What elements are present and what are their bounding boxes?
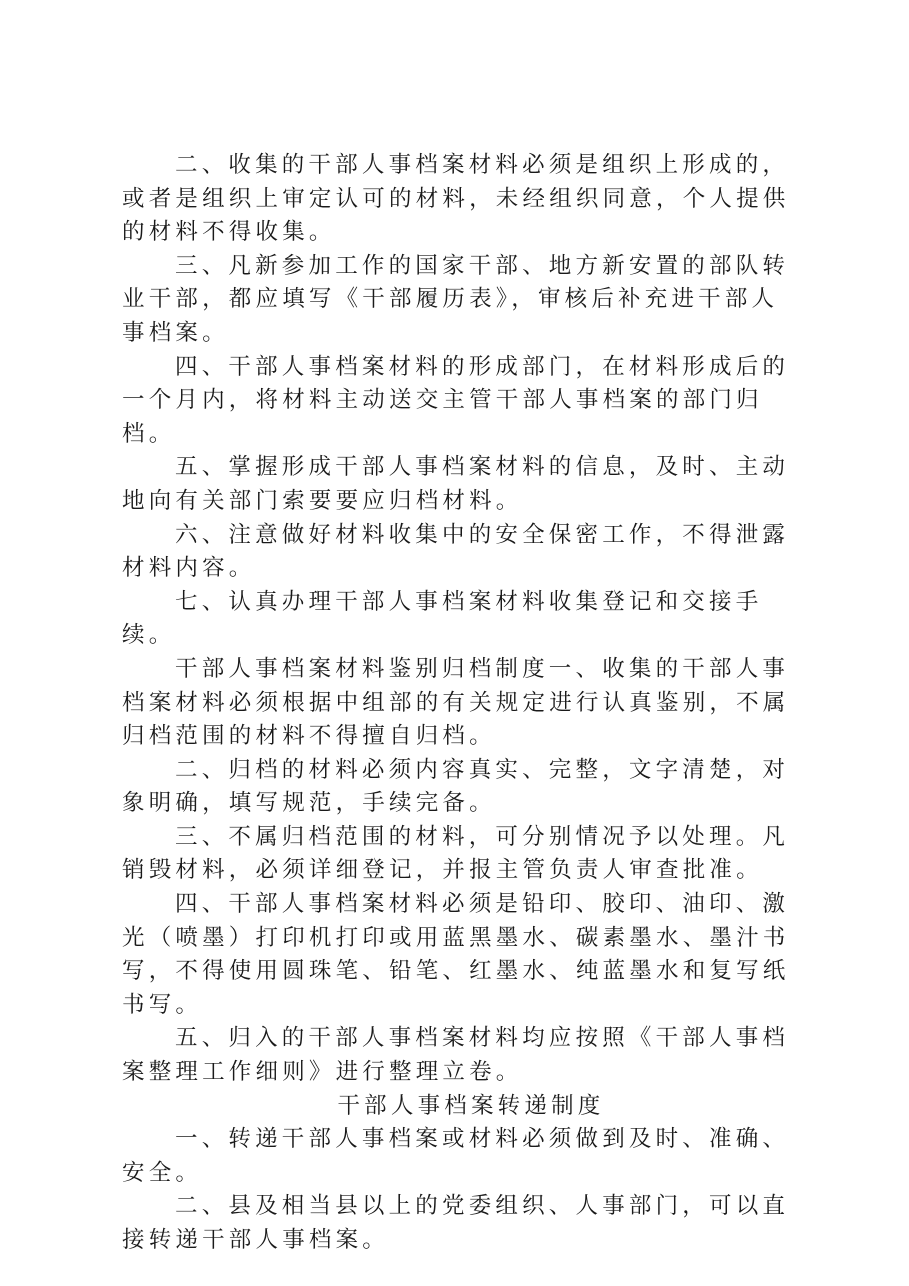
paragraph-collection-rule-2: 二、收集的干部人事档案材料必须是组织上形成的，或者是组织上审定认可的材料，未经组织同意，个人提供的材料不得收集。	[122, 152, 790, 246]
paragraph-appraisal-rule-5: 五、归入的干部人事档案材料均应按照《干部人事档案整理工作细则》进行整理立卷。	[122, 1025, 790, 1086]
document-body	[122, 149, 792, 1258]
paragraph-appraisal-rule-3: 三、不属归档范围的材料，可分别情况予以处理。凡销毁材料，必须详细登记，并报主管负责人审查批准。	[122, 823, 790, 884]
paragraph-collection-rule-6: 六、注意做好材料收集中的安全保密工作，不得泄露材料内容。	[122, 521, 790, 582]
paragraph-collection-rule-4: 四、干部人事档案材料的形成部门，在材料形成后的一个月内，将材料主动送交主管干部人事档案的部门归档。	[122, 353, 790, 447]
paragraph-transfer-rule-2: 二、县及相当县以上的党委组织、人事部门，可以直接转递干部人事档案。	[122, 1193, 790, 1253]
paragraph-appraisal-rule-4: 四、干部人事档案材料必须是铅印、胶印、油印、激光（喷墨）打印机打印或用蓝黑墨水、碳素墨水、墨汁书写，不得使用圆珠笔、铅笔、红墨水、纯蓝墨水和复写纸书写。	[122, 891, 790, 1018]
paragraph-appraisal-rule-2: 二、归档的材料必须内容真实、完整，文字清楚，对象明确，填写规范，手续完备。	[122, 756, 790, 817]
paragraph-collection-rule-5: 五、掌握形成干部人事档案材料的信息，及时、主动地向有关部门索要要应归档材料。	[122, 454, 790, 514]
section-heading-transfer: 干部人事档案转递制度	[337, 1092, 605, 1119]
paragraph-transfer-rule-1: 一、转递干部人事档案或材料必须做到及时、准确、安全。	[122, 1126, 790, 1186]
paragraph-collection-rule-7: 七、认真办理干部人事档案材料收集登记和交接手续。	[122, 588, 763, 649]
paragraph-collection-rule-3: 三、凡新参加工作的国家干部、地方新安置的部队转业干部，都应填写《干部履历表》，审核后补充进干部人事档案。	[122, 252, 790, 346]
paragraph-appraisal-rule-1: 干部人事档案材料鉴别归档制度一、收集的干部人事档案材料必须根据中组部的有关规定进行认真鉴别，不属归档范围的材料不得擅自归档。	[122, 655, 790, 750]
